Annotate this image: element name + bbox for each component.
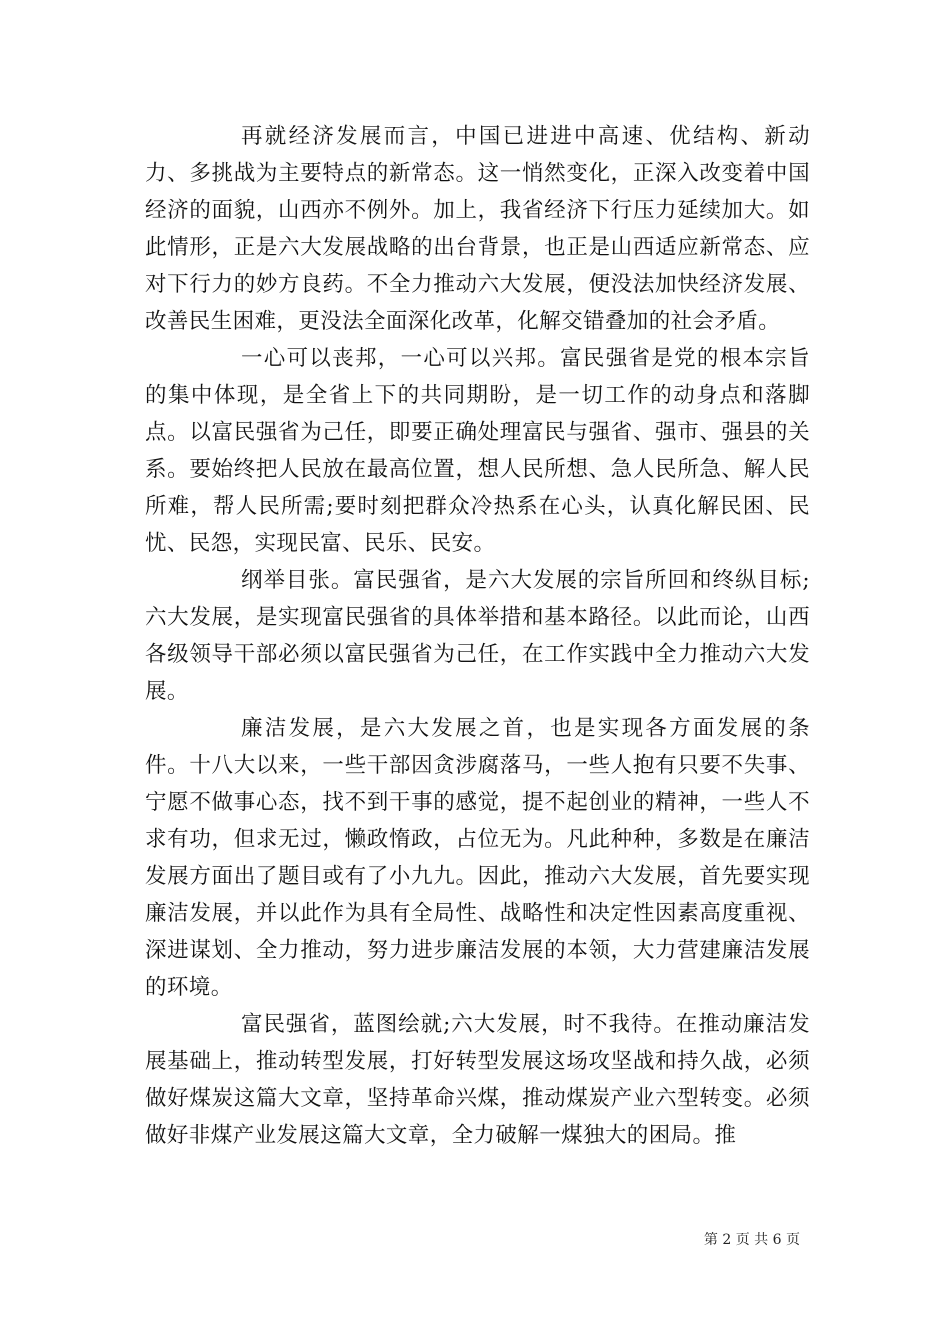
paragraph-integrity: 廉洁发展，是六大发展之首，也是实现各方面发展的条件。十八大以来，一些干部因贪涉腐落马，一些人抱有只要不失事、宁愿不做事心态，找不到干事的感觉，提不起创业的精神，一些人不求有功，但求无过，懒政惰政，占位无为。凡此种种，多数是在廉洁发展方面出了题目或有了小九九。因此，推动六大发展，首先要实现廉洁发展，并以此作为具有全局性、战略性和决定性因素高度重视、深进谋划、全力推动，努力进步廉洁发展的本领，大力营建廉洁发展的环境。 <box>145 716 810 1000</box>
paragraph-economy: 再就经济发展而言，中国已进进中高速、优结构、新动力、多挑战为主要特点的新常态。这一悄然变化，正深入改变着中国经济的面貌，山西亦不例外。加上，我省经济下行压力延续加大。如此情形，正是六大发展战略的出台背景，也正是山西适应新常态、应对下行力的妙方良药。不全力推动六大发展，便没法加快经济发展、改善民生困难，更没法全面深化改革，化解交错叠加的社会矛盾。 <box>145 124 810 334</box>
paragraph-one-heart: 一心可以丧邦，一心可以兴邦。富民强省是党的根本宗旨的集中体现，是全省上下的共同期盼，是一切工作的动身点和落脚点。以富民强省为己任，即要正确处理富民与强省、强市、强县的关系。要始终把人民放在最高位置，想人民所想、急人民所急、解人民所难，帮人民所需;要时刻把群众冷热系在心头，认真化解民困、民忧、民怨，实现民富、民乐、民安。 <box>145 346 810 556</box>
paragraph-outline: 纲举目张。富民强省，是六大发展的宗旨所回和终纵目标;六大发展，是实现富民强省的具体举措和基本路径。以此而论，山西各级领导干部必须以富民强省为己任，在工作实践中全力推动六大发展。 <box>145 568 810 704</box>
page-number-footer: 第 2 页 共 6 页 <box>703 1232 800 1248</box>
body-text <box>145 118 810 1154</box>
paragraph-blueprint: 富民强省，蓝图绘就;六大发展，时不我待。在推动廉洁发展基础上，推动转型发展，打好转型发展这场攻坚战和持久战，必须做好煤炭这篇大文章，坚持革命兴煤，推动煤炭产业六型转变。必须做好非煤产业发展这篇大文章，全力破解一煤独大的困局。推 <box>145 1012 810 1148</box>
